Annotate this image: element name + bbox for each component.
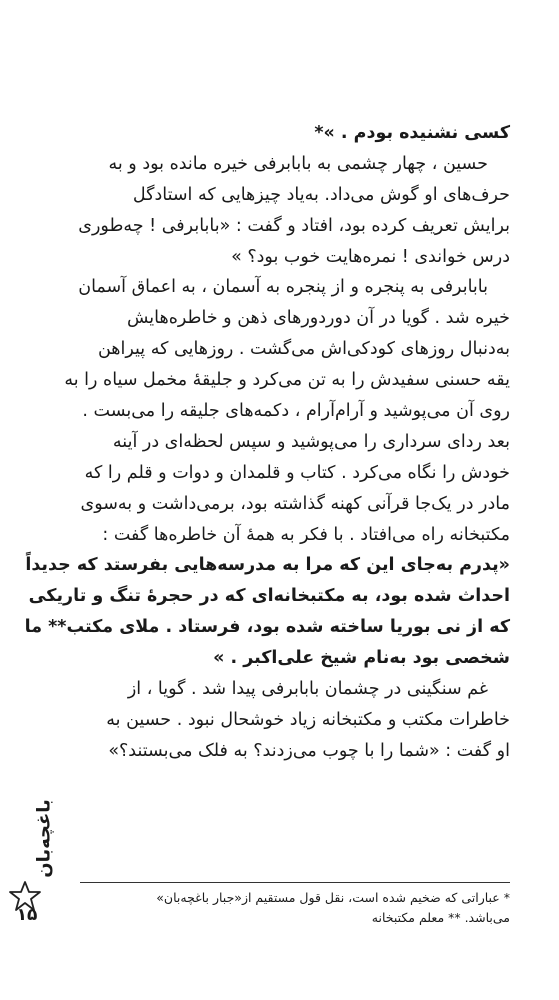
text-line-9: یقه حسنی سفیدش را به تن می‌کرد و جلیقهٔ مخمل سیاه را به: [64, 370, 510, 391]
running-title: [14, 800, 64, 880]
text-line-17: که از نی بوریا ساخته شده بود، فرستاد . ملای مکتب** ما: [24, 617, 510, 638]
footnote-divider: [80, 882, 510, 883]
text-line-4: برایش تعریف کرده بود، افتاد و گفت : «بابابرفی ! چه‌طوری: [78, 215, 510, 236]
text-line-1: کسی نشنیده بودم . »*: [314, 123, 510, 143]
text-line-2: حسین ، چهار چشمی به بابابرفی خیره مانده بود و به: [108, 153, 488, 174]
footnote-line-1: * عباراتی که ضخیم شده است، نقل قول مستقیم از«جبار باغچه‌بان»: [156, 890, 510, 905]
text-line-20: خاطرات مکتب و مکتبخانه زیاد خوشحال نبود . حسین به: [106, 709, 510, 730]
text-line-19: غم سنگینی در چشمان بابابرفی پیدا شد . گویا ، از: [127, 679, 488, 700]
text-line-13: مادر در یک‌جا قرآنی کهنه گذاشته بود، برمی‌داشت و به‌سوی: [80, 493, 510, 514]
footnotes: [80, 888, 510, 928]
text-line-3: حرف‌های او گوش می‌داد. به‌یاد چیزهایی که استادگل: [132, 184, 510, 205]
text-line-14: مکتبخانه راه می‌افتاد . با فکر به همهٔ آن خاطره‌ها گفت :: [102, 524, 510, 545]
body-text: [24, 118, 510, 767]
text-line-6: بابابرفی به پنجره و از پنجره به آسمان ، به اعماق آسمان: [78, 277, 488, 298]
text-line-18: شخصی بود به‌نام شیخ علی‌اکبر . »: [213, 648, 510, 669]
text-line-12: خودش را نگاه می‌کرد . کتاب و قلمدان و دوات و قلم را که: [84, 462, 510, 483]
book-title: باغچه‌بان: [33, 799, 55, 878]
page-number: ۱۵: [16, 905, 38, 925]
footnote-line-2: می‌باشد. ** معلم مکتبخانه: [371, 910, 510, 925]
text-line-21: او گفت : «شما را با چوب می‌زدند؟ به فلک می‌بستند؟»: [108, 740, 510, 761]
text-line-16: احداث شده بود، به مکتبخانه‌ای که در حجرهٔ تنگ و تاریکی: [28, 586, 510, 607]
text-line-11: بعد ردای سرداری را می‌پوشید و سپس لحظه‌ای در آینه: [112, 431, 510, 452]
text-line-5: درس خواندی ! نمره‌هایت خوب بود؟ »: [231, 246, 510, 267]
text-line-15: «پدرم به‌جای این که مرا به مدرسه‌هایی بفرستد که جدیداً: [25, 555, 510, 576]
text-line-10: روی آن می‌پوشید و آرام‌آرام ، دکمه‌های جلیقه را می‌بست .: [82, 401, 510, 422]
text-line-8: به‌دنبال روزهای کودکی‌اش می‌گشت . روزهایی که پیراهن: [97, 339, 510, 360]
text-line-7: خیره شد . گویا در آن دوردورهای ذهن و خاطره‌هایش: [126, 308, 510, 329]
